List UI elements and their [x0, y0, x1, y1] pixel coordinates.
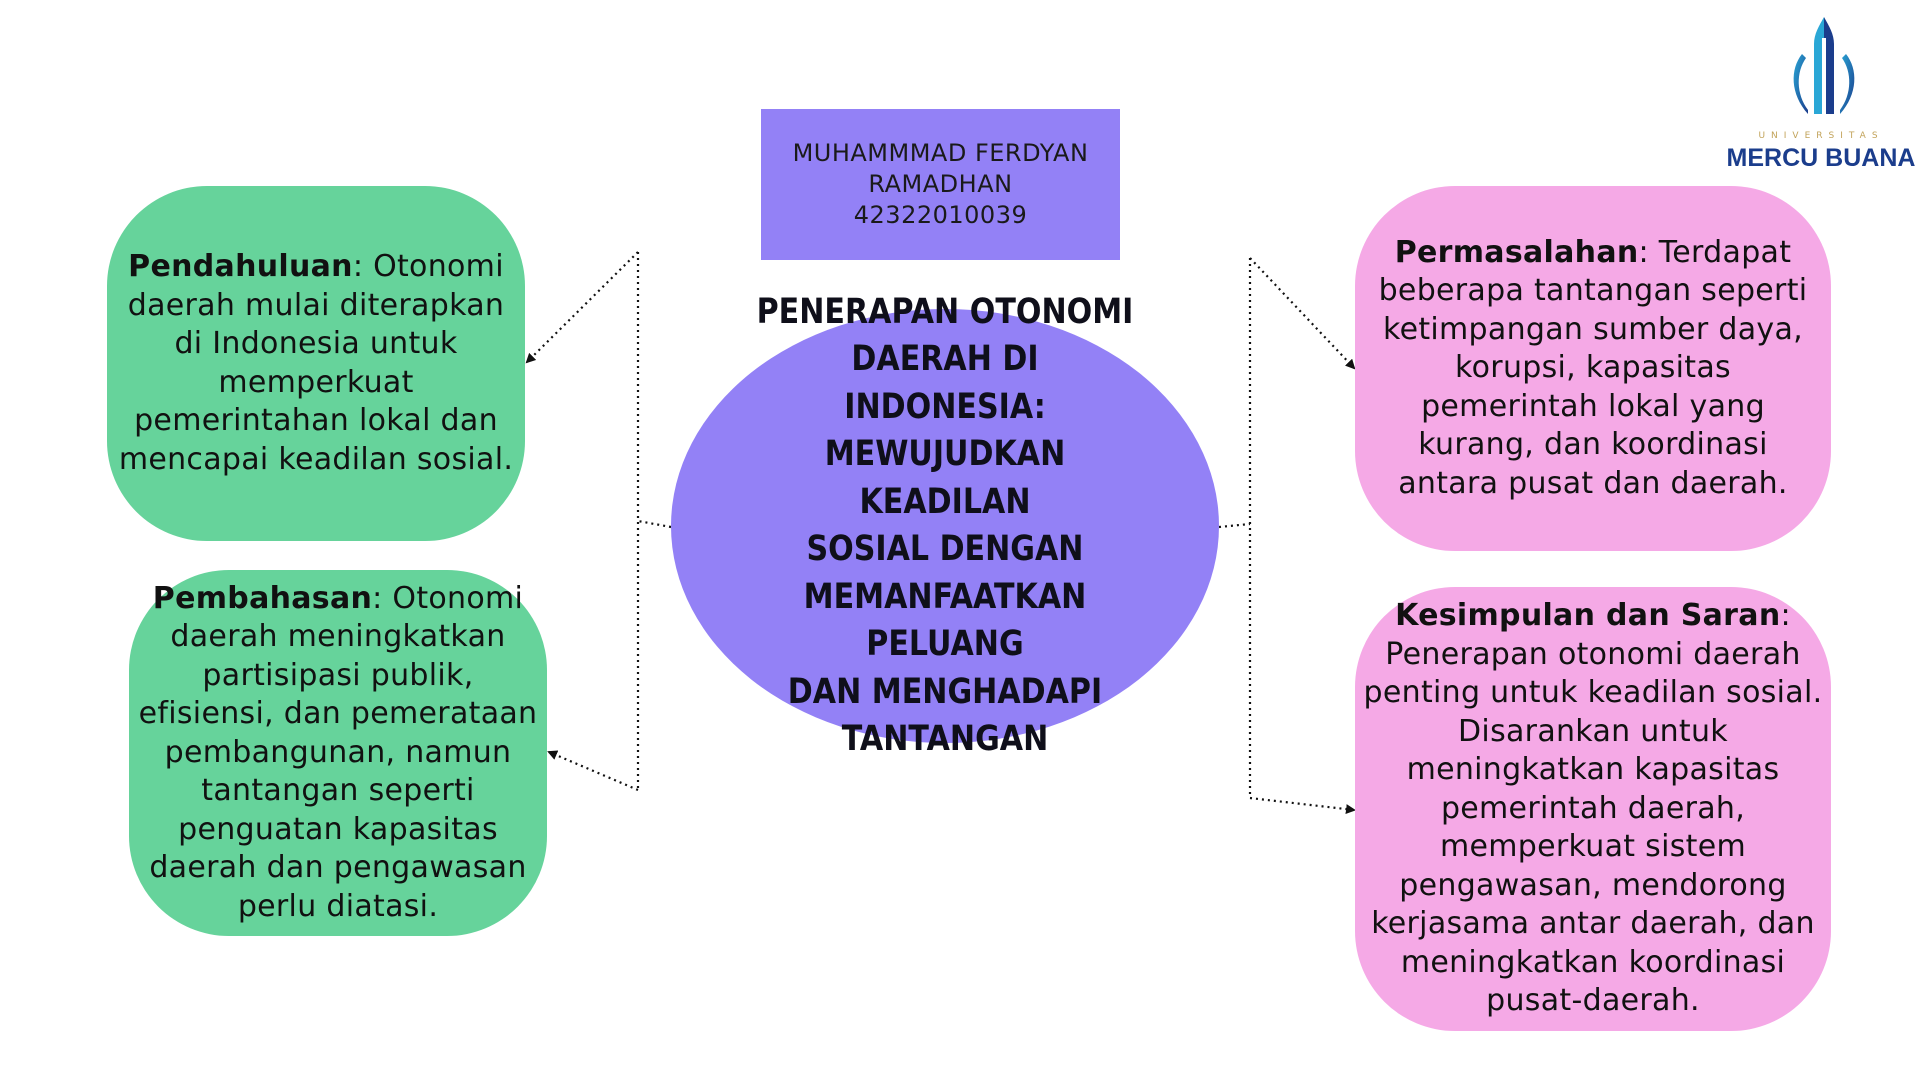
- university-logo: [1726, 14, 1916, 174]
- intro-text: [113, 248, 519, 479]
- connector-arrow-to-problem: [1250, 258, 1354, 368]
- central-topic-node: [671, 291, 1219, 759]
- central-topic-line: MEMANFAATKAN PELUANG: [803, 576, 1087, 664]
- central-topic-line: MEWUJUDKAN KEADILAN: [824, 434, 1066, 522]
- logo-university-label: UNIVERSITAS: [1758, 131, 1884, 141]
- connector-center-to-left-trunk: [638, 521, 671, 527]
- conclusion-node: [1355, 587, 1831, 1031]
- author-name-line2: RAMADHAN: [868, 170, 1013, 198]
- connector-center-to-right-trunk: [1219, 524, 1250, 527]
- connector-arrow-to-intro: [527, 252, 638, 362]
- connector-arrow-to-conclusion: [1250, 798, 1354, 810]
- discussion-text: [135, 580, 541, 927]
- conclusion-heading: Kesimpulan dan Saran: [1395, 598, 1781, 634]
- central-topic-line: TANTANGAN: [841, 719, 1049, 759]
- discussion-node: [129, 570, 547, 936]
- author-info-box: [761, 109, 1120, 260]
- author-student-id: 42322010039: [853, 201, 1028, 229]
- central-topic-title: [752, 289, 1139, 764]
- problem-heading: Permasalahan: [1394, 234, 1639, 270]
- intro-heading: Pendahuluan: [128, 249, 353, 284]
- problem-body: : Terdapat beberapa tantangan seperti ketimpangan sumber daya, korupsi, kapasitas pemerintah lokal yang kurang, dan koordinasi antara pusat dan daerah.: [1378, 234, 1808, 501]
- intro-node: [107, 186, 525, 541]
- central-topic-line: PENERAPAN OTONOMI: [756, 291, 1134, 332]
- conclusion-text: [1361, 597, 1825, 1021]
- central-topic-line: DAN MENGHADAPI: [787, 671, 1103, 712]
- problem-text: [1365, 234, 1821, 504]
- intro-body: : Otonomi daerah mulai diterapkan di Indonesia untuk memperkuat pemerintahan lokal dan mencapai keadilan sosial.: [118, 249, 514, 477]
- connector-arrow-to-discussion: [549, 752, 638, 790]
- logo-university-name: MERCU BUANA: [1726, 144, 1916, 172]
- author-name-line1: MUHAMMMAD FERDYAN: [792, 139, 1089, 167]
- mercu-buana-tower-icon: [1784, 14, 1864, 124]
- problem-node: [1355, 186, 1831, 551]
- discussion-body: : Otonomi daerah meningkatkan partisipasi publik, efisiensi, dan pemerataan pembangunan, namun tantangan seperti penguatan kapasitas daerah dan pengawasan perlu diatasi.: [138, 580, 538, 924]
- conclusion-body: : Penerapan otonomi daerah penting untuk keadilan sosial. Disarankan untuk meningkatkan kapasitas pemerintah daerah, memperkuat sistem pengawasan, mendorong kerjasama antar daerah, dan meningkatkan koordinasi pusat-daerah.: [1363, 598, 1823, 1019]
- central-topic-line: SOSIAL DENGAN: [806, 529, 1084, 569]
- central-topic-line: DAERAH DI INDONESIA:: [844, 339, 1046, 427]
- discussion-heading: Pembahasan: [152, 580, 373, 616]
